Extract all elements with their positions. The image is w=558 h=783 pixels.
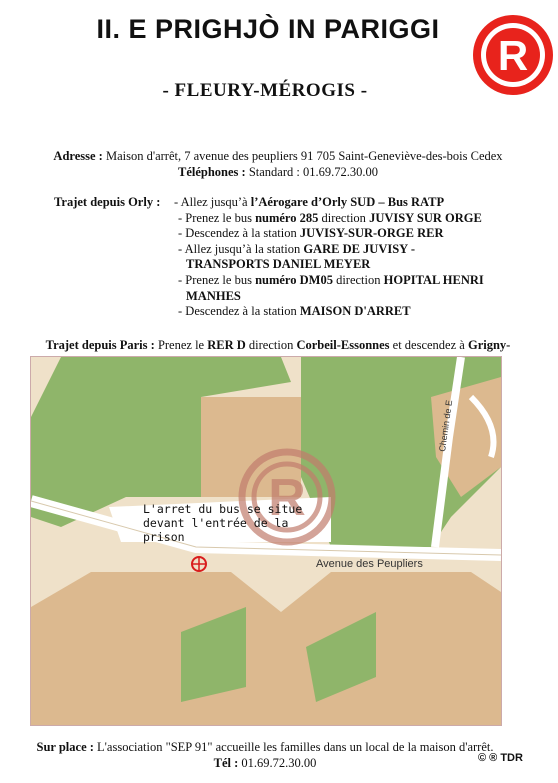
route-orly-steps	[174, 195, 544, 320]
route-orly-step	[174, 273, 544, 289]
map-graphic	[31, 357, 501, 725]
route-orly-step	[174, 211, 544, 227]
route-paris-text: direction	[245, 338, 297, 352]
route-orly-step	[174, 226, 544, 242]
route-orly-highlight: MANHES	[186, 288, 241, 303]
tel-label: Tél :	[213, 756, 239, 770]
route-orly-step	[174, 242, 544, 258]
bus-stop-marker-icon	[192, 557, 206, 571]
route-paris-text: Prenez le	[154, 338, 208, 352]
address-label: Adresse :	[53, 149, 103, 163]
route-paris-station: Grigny-	[467, 338, 511, 352]
tel-line	[0, 755, 530, 771]
phone-label: Téléphones :	[177, 165, 246, 179]
page-subtitle: - FLEURY-MÉROGIS -	[162, 80, 368, 101]
route-orly-highlight: numéro 285	[255, 210, 319, 225]
route-orly-highlight: HOPITAL HENRI	[383, 272, 484, 287]
route-orly-highlight: numéro DM05	[255, 272, 333, 287]
page-title: II. E PRIGHJÒ IN PARIGGI	[96, 14, 440, 44]
address-line	[0, 148, 556, 164]
route-orly-text: direction	[332, 272, 384, 287]
route-orly-highlight: l’Aérogare d’Orly SUD – Bus RATP	[250, 195, 445, 209]
on-site-info	[0, 739, 530, 771]
route-orly-text: - Prenez le bus	[178, 210, 256, 225]
street-label: Avenue des Peupliers	[316, 558, 423, 570]
address-block	[0, 148, 556, 180]
bus-note: devant l'entrée de la	[143, 516, 289, 530]
on-site-label: Sur place :	[36, 740, 94, 754]
route-paris-text: et descendez à	[389, 338, 468, 352]
route-orly-step	[174, 304, 544, 320]
route-orly-text: - Descendez à la station	[178, 304, 300, 319]
phone-value: Standard : 01.69.72.30.00	[248, 165, 378, 179]
tel-value: 01.69.72.30.00	[238, 756, 317, 770]
location-map	[30, 356, 502, 726]
route-orly-highlight: MAISON D'ARRET	[299, 304, 411, 319]
on-site-line	[0, 739, 530, 755]
route-orly-label: Trajet depuis Orly :	[54, 195, 161, 209]
route-paris-rer: RER D	[207, 338, 246, 352]
route-paris-label: Trajet depuis Paris :	[45, 338, 155, 352]
route-paris-destination: Corbeil-Essonnes	[296, 338, 390, 352]
route-orly-text: - Prenez le bus	[178, 272, 256, 287]
on-site-text: L'association "SEP 91" accueille les familles dans un local de la maison d'arrêt.	[93, 740, 494, 754]
route-orly-text: - Allez jusqu’à	[174, 195, 251, 209]
route-orly-step	[174, 257, 544, 273]
route-orly-highlight: JUVISY SUR ORGE	[369, 210, 482, 225]
route-orly-step	[174, 195, 544, 211]
svg-text:R: R	[268, 469, 306, 527]
route-orly-highlight: TRANSPORTS DANIEL MEYER	[186, 257, 371, 272]
route-orly-text: direction	[318, 210, 370, 225]
copyright: © ® TDR	[478, 752, 523, 764]
bus-note: prison	[143, 530, 185, 544]
road-label: Chemin de E	[437, 399, 455, 453]
route-orly-text: - Allez jusqu’à la station	[178, 241, 304, 256]
address-value: Maison d'arrêt, 7 avenue des peupliers 91 705 Saint-Geneviève-des-bois Cedex	[105, 149, 503, 163]
route-orly-highlight: GARE DE JUVISY -	[303, 241, 416, 256]
route-orly-highlight: JUVISY-SUR-ORGE RER	[299, 226, 444, 241]
phone-line	[0, 164, 556, 180]
svg-text:R: R	[497, 32, 529, 79]
route-orly-step	[174, 289, 544, 305]
bus-note: L'arret du bus se situe	[143, 502, 303, 516]
route-orly-text: - Descendez à la station	[178, 226, 300, 241]
